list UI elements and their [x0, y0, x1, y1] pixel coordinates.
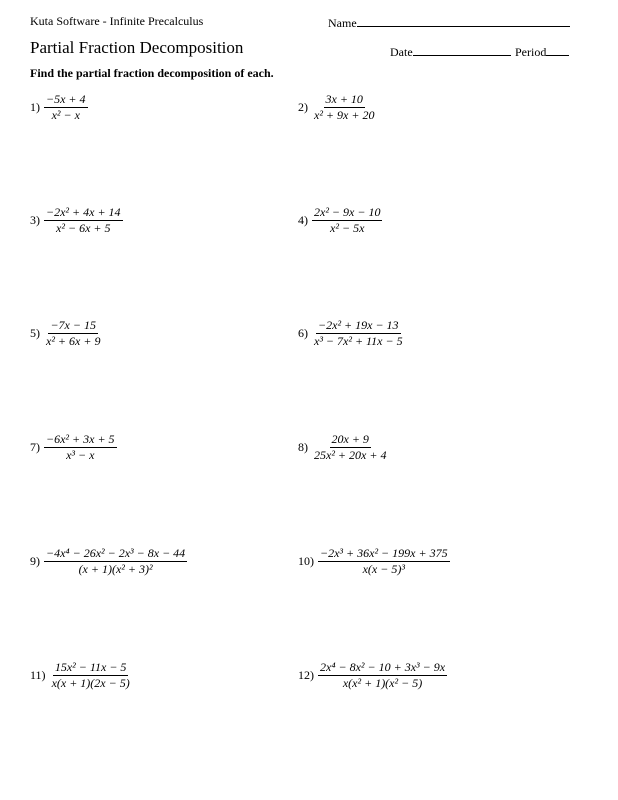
numerator: −6x² + 3x + 5: [46, 432, 115, 446]
fraction: [312, 205, 382, 236]
numerator: −2x² + 4x + 14: [46, 205, 121, 219]
name-blank[interactable]: [357, 14, 570, 27]
problem-number: 6): [298, 326, 308, 340]
problem-number: 10): [298, 554, 314, 568]
denominator: 25x² + 20x + 4: [314, 448, 387, 462]
problem-12: [298, 660, 447, 691]
fraction: [312, 318, 405, 349]
fraction: [312, 92, 376, 123]
period-blank[interactable]: [546, 43, 569, 56]
page-title: Partial Fraction Decomposition: [30, 38, 244, 57]
fraction: [44, 318, 102, 349]
numerator: −2x³ + 36x² − 199x + 375: [320, 546, 448, 560]
name-field[interactable]: [328, 14, 570, 31]
problem-number: 8): [298, 440, 308, 454]
period-label: Period: [515, 45, 547, 59]
numerator: −5x + 4: [46, 92, 86, 106]
problem-11: [30, 660, 132, 691]
numerator: 2x² − 9x − 10: [314, 205, 381, 219]
denominator: x² − 6x + 5: [56, 221, 111, 235]
problem-number: 4): [298, 213, 308, 227]
fraction: [50, 660, 132, 691]
fraction: [318, 660, 447, 691]
problem-number: 9): [30, 554, 40, 568]
problem-4: [298, 205, 382, 236]
software-label: Kuta Software - Infinite Precalculus: [30, 14, 204, 28]
numerator: 15x² − 11x − 5: [54, 660, 127, 674]
denominator: x(x + 1)(2x − 5): [51, 676, 130, 690]
problem-6: [298, 318, 405, 349]
numerator: 20x + 9: [331, 432, 369, 446]
problem-1: [30, 92, 88, 123]
problem-number: 3): [30, 213, 40, 227]
denominator: x² + 6x + 9: [46, 334, 101, 348]
problem-7: [30, 432, 117, 463]
problem-5: [30, 318, 102, 349]
period-field[interactable]: [515, 43, 569, 60]
name-label: Name: [328, 16, 357, 30]
fraction: [44, 432, 117, 463]
date-blank[interactable]: [413, 43, 511, 56]
date-field[interactable]: [390, 43, 511, 60]
problem-10: [298, 546, 450, 577]
numerator: −7x − 15: [50, 318, 96, 332]
fraction: [312, 432, 388, 463]
fraction: [44, 546, 187, 577]
problem-number: 12): [298, 668, 314, 682]
denominator: x² − x: [51, 108, 80, 122]
numerator: −2x² + 19x − 13: [318, 318, 399, 332]
numerator: 2x⁴ − 8x² − 10 + 3x³ − 9x: [320, 660, 446, 674]
fraction: [44, 205, 123, 236]
problem-number: 2): [298, 100, 308, 114]
numerator: −4x⁴ − 26x² − 2x³ − 8x − 44: [46, 546, 186, 560]
problem-8: [298, 432, 388, 463]
denominator: x(x − 5)³: [362, 562, 405, 576]
problem-number: 11): [30, 668, 46, 682]
fraction: [44, 92, 88, 123]
problem-9: [30, 546, 187, 577]
denominator: x³ − 7x² + 11x − 5: [314, 334, 403, 348]
problem-number: 5): [30, 326, 40, 340]
denominator: x³ − x: [66, 448, 95, 462]
denominator: x² + 9x + 20: [314, 108, 375, 122]
denominator: x(x² + 1)(x² − 5): [342, 676, 423, 690]
problem-number: 1): [30, 100, 40, 114]
denominator: x² − 5x: [330, 221, 365, 235]
instructions: Find the partial fraction decomposition of each.: [30, 66, 274, 80]
problem-3: [30, 205, 123, 236]
denominator: (x + 1)(x² + 3)²: [78, 562, 153, 576]
fraction: [318, 546, 450, 577]
numerator: 3x + 10: [325, 92, 363, 106]
problem-2: [298, 92, 376, 123]
problem-number: 7): [30, 440, 40, 454]
date-label: Date: [390, 45, 413, 59]
